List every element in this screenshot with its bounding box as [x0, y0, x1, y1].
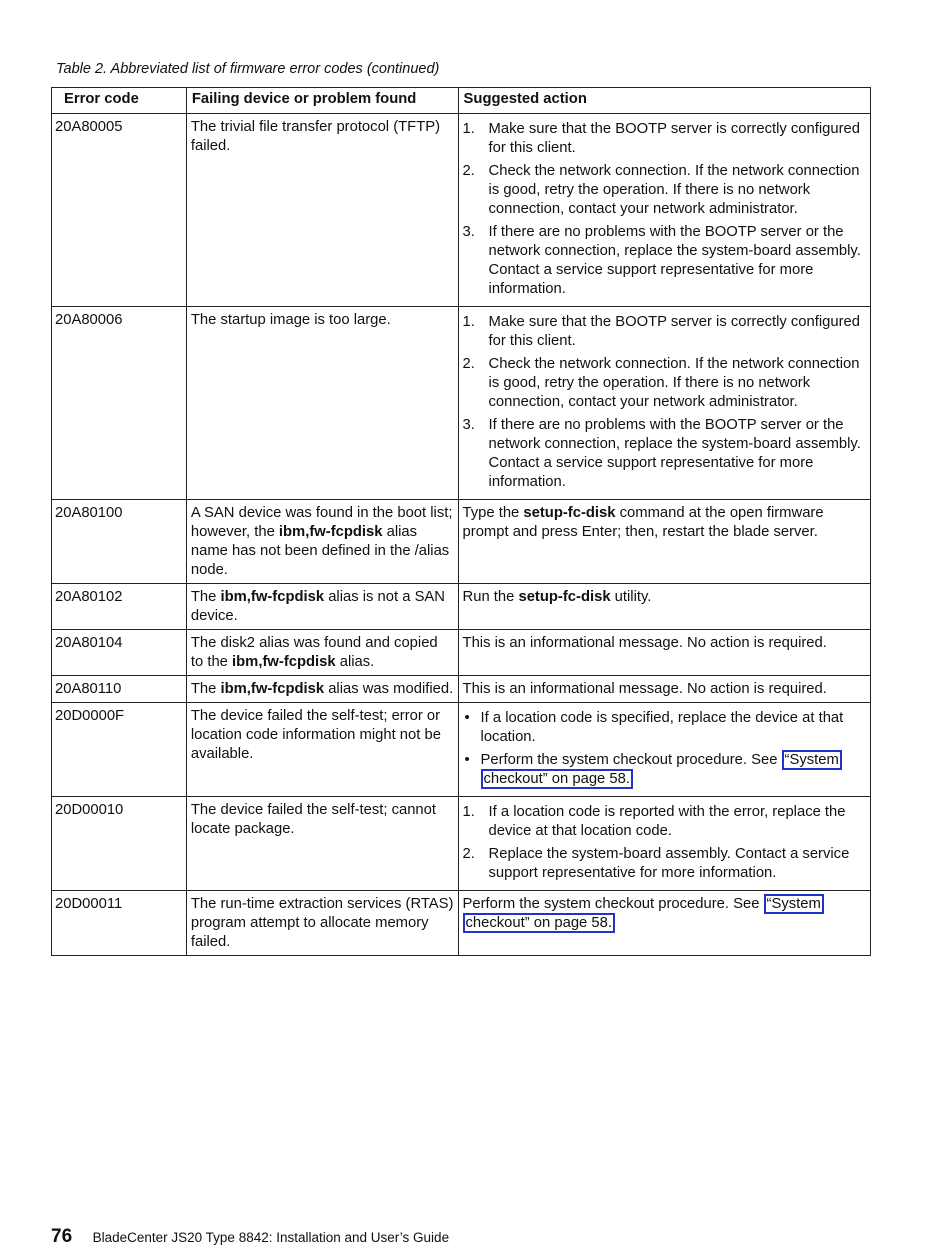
step-number: 1.	[462, 121, 475, 137]
text-run: If there are no problems with the BOOTP server or the network connection, replace the system-board assembly. Contact a service support representative for more information.	[488, 224, 861, 297]
table-row	[52, 630, 871, 676]
text-run: If there are no problems with the BOOTP server or the network connection, replace the system-board assembly. Contact a service support representative for more information.	[488, 417, 861, 490]
action-step	[463, 845, 866, 883]
action-list	[463, 803, 866, 883]
failing-device-cell	[186, 891, 458, 956]
error-code-cell: 20A80104	[52, 630, 187, 676]
text-run: The run-time extraction services (RTAS) program attempt to allocate memory failed.	[190, 896, 454, 950]
text-run: command at the open firmware prompt and press Enter; then, restart the blade server.	[462, 505, 824, 540]
header-failing-device: Failing device or problem found	[186, 88, 458, 114]
page-footer	[51, 1226, 449, 1248]
suggested-action-cell	[458, 676, 870, 703]
table-row	[52, 307, 871, 500]
text-run: alias is not a SAN device.	[190, 589, 445, 624]
step-number: 1.	[462, 314, 475, 330]
action-step	[463, 709, 866, 747]
bold-term: ibm,fw-fcpdisk	[278, 524, 383, 540]
text-run: alias was modified.	[324, 681, 454, 697]
action-step	[463, 355, 866, 412]
step-number: 1.	[462, 804, 475, 820]
failing-device-cell	[186, 630, 458, 676]
text-run: If a location code is reported with the error, replace the device at that location code.	[488, 804, 846, 839]
step-number: 3.	[462, 417, 475, 433]
text-run: Run the	[462, 589, 519, 605]
action-list	[463, 313, 866, 492]
error-code-cell: 20D0000F	[52, 703, 187, 797]
text-run: The	[190, 589, 221, 605]
text-run: Replace the system-board assembly. Contact a service support representative for more information.	[488, 846, 850, 881]
suggested-action-cell	[458, 500, 870, 584]
bold-term: ibm,fw-fcpdisk	[220, 589, 325, 605]
table-row	[52, 797, 871, 891]
action-step	[463, 223, 866, 299]
suggested-action-cell	[458, 630, 870, 676]
action-step	[463, 162, 866, 219]
suggested-action-cell	[458, 797, 870, 891]
table-row	[52, 114, 871, 307]
suggested-action-cell	[458, 584, 870, 630]
text-run: This is an informational message. No action is required.	[462, 635, 827, 651]
failing-device-cell	[186, 500, 458, 584]
text-run: Perform the system checkout procedure. See	[462, 896, 764, 912]
step-number: 3.	[462, 224, 475, 240]
suggested-action-cell	[458, 703, 870, 797]
text-run: utility.	[610, 589, 652, 605]
action-step	[463, 313, 866, 351]
text-run: The disk2 alias was found and copied to the	[190, 635, 438, 670]
suggested-action-cell	[458, 891, 870, 956]
cross-reference-link[interactable]: “System checkout” on page 58.	[481, 750, 842, 789]
error-code-cell: 20A80006	[52, 307, 187, 500]
bold-term: ibm,fw-fcpdisk	[220, 681, 325, 697]
error-code-cell: 20A80100	[52, 500, 187, 584]
cross-reference-link[interactable]: “System checkout” on page 58.	[463, 894, 824, 933]
text-run: If a location code is specified, replace the device at that location.	[480, 710, 844, 745]
step-number: 2.	[462, 846, 475, 862]
text-run: The	[190, 681, 221, 697]
text-run: A SAN device was found in the boot list; however, the	[190, 505, 453, 540]
text-run: Type the	[462, 505, 524, 521]
text-run: The device failed the self-test; cannot locate package.	[190, 802, 437, 837]
table-row	[52, 676, 871, 703]
failing-device-cell	[186, 676, 458, 703]
bullet-marker: •	[464, 710, 470, 726]
failing-device-cell	[186, 584, 458, 630]
text-run: Perform the system checkout procedure. See	[480, 752, 782, 768]
text-run: Make sure that the BOOTP server is correctly configured for this client.	[488, 314, 860, 349]
firmware-error-table	[51, 87, 871, 956]
page-number: 76	[51, 1226, 73, 1247]
table-header-row	[52, 88, 871, 114]
table-row	[52, 891, 871, 956]
action-step	[463, 751, 866, 789]
suggested-action-cell	[458, 114, 870, 307]
error-code-cell: 20A80102	[52, 584, 187, 630]
text-run: Check the network connection. If the network connection is good, retry the operation. If there is no network connection, contact your network administrator.	[488, 163, 860, 217]
bold-term: setup-fc-disk	[518, 589, 611, 605]
text-run: Check the network connection. If the network connection is good, retry the operation. If there is no network connection, contact your network administrator.	[488, 356, 860, 410]
bold-term: ibm,fw-fcpdisk	[232, 654, 336, 670]
suggested-action-cell	[458, 307, 870, 500]
bold-term: setup-fc-disk	[523, 505, 616, 521]
step-number: 2.	[462, 356, 475, 372]
action-step	[463, 803, 866, 841]
text-run: This is an informational message. No action is required.	[462, 681, 827, 697]
step-number: 2.	[462, 163, 475, 179]
text-run: The trivial file transfer protocol (TFTP) failed.	[190, 119, 441, 154]
error-code-cell: 20A80110	[52, 676, 187, 703]
table-row	[52, 500, 871, 584]
failing-device-cell	[186, 703, 458, 797]
text-run: The device failed the self-test; error or location code information might not be available.	[190, 708, 441, 762]
document-title: BladeCenter JS20 Type 8842: Installation and User’s Guide	[92, 1230, 450, 1245]
failing-device-cell	[186, 114, 458, 307]
action-step	[463, 416, 866, 492]
header-suggested-action: Suggested action	[458, 88, 870, 114]
error-code-cell: 20D00010	[52, 797, 187, 891]
text-run: The startup image is too large.	[190, 312, 391, 328]
table-row	[52, 584, 871, 630]
text-run: alias.	[335, 654, 375, 670]
error-code-cell: 20D00011	[52, 891, 187, 956]
table-row	[52, 703, 871, 797]
text-run: Make sure that the BOOTP server is correctly configured for this client.	[488, 121, 860, 156]
action-list	[463, 120, 866, 299]
table-caption: Table 2. Abbreviated list of firmware error codes (continued)	[56, 61, 440, 77]
action-step	[463, 120, 866, 158]
failing-device-cell	[186, 797, 458, 891]
bullet-marker: •	[464, 752, 470, 768]
error-code-cell: 20A80005	[52, 114, 187, 307]
header-error-code: Error code	[52, 88, 187, 114]
action-list	[463, 709, 866, 789]
text-run: alias name has not been defined in the /alias node.	[190, 524, 450, 578]
failing-device-cell	[186, 307, 458, 500]
